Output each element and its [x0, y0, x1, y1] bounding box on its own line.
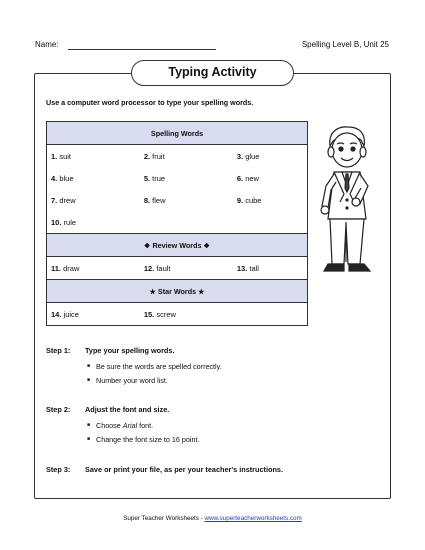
word-cell — [233, 189, 308, 211]
footer-text: Super Teacher Worksheets - — [123, 515, 205, 522]
word-text: blue — [57, 173, 74, 183]
word-number: 7. — [51, 195, 58, 205]
word-cell — [47, 145, 140, 168]
spelling-table — [46, 121, 308, 326]
step-bullet: ■ Be sure the words are spelled correctly. — [96, 362, 222, 371]
word-text: tall — [247, 263, 259, 273]
word-text: draw — [61, 263, 80, 273]
word-cell — [47, 257, 140, 280]
spelling-word-row — [47, 145, 308, 168]
word-cell — [140, 167, 233, 189]
word-cell — [140, 211, 233, 234]
word-number: 15. — [143, 309, 155, 319]
word-cell — [140, 145, 233, 168]
word-cell — [47, 167, 140, 189]
word-cell — [233, 145, 308, 168]
word-number: 14. — [51, 309, 62, 319]
review-word-row — [47, 257, 308, 280]
step-title: Adjust the font and size. — [85, 405, 170, 414]
step-label: Step 3: — [46, 465, 71, 474]
word-number: 13. — [236, 263, 248, 273]
boy-in-suit-illustration — [316, 124, 378, 274]
star-word-row — [47, 303, 308, 326]
word-text: new — [243, 173, 259, 183]
step-bullet: ■ Change the font size to 16 point. — [96, 435, 200, 444]
step-bullet: ■ Choose Arial font. — [96, 421, 153, 430]
step-label: Step 2: — [46, 405, 71, 414]
word-text: suit — [57, 151, 72, 161]
word-number: 9. — [236, 195, 244, 205]
step-bullet: ■ Number your word list. — [96, 376, 168, 385]
spelling-word-row — [47, 211, 308, 234]
word-cell — [47, 211, 140, 234]
word-number: 3. — [236, 151, 244, 161]
word-text: fruit — [150, 151, 165, 161]
spelling-word-row — [47, 167, 308, 189]
word-number: 12. — [143, 263, 155, 273]
word-cell — [47, 189, 140, 211]
step-3 — [46, 465, 283, 474]
instructions: Use a computer word processor to type your spelling words. — [46, 98, 254, 107]
word-text: flew — [150, 195, 166, 205]
spelling-word-row — [47, 189, 308, 211]
word-number: 6. — [236, 173, 244, 183]
word-cell — [47, 303, 140, 326]
star-words-header: ★ Star Words ★ — [47, 280, 308, 303]
name-line — [68, 49, 216, 50]
word-cell — [140, 189, 233, 211]
word-number: 10. — [51, 217, 62, 227]
word-cell — [233, 303, 308, 326]
step-title: Save or print your file, as per your teacher's instructions. — [85, 465, 283, 474]
step-1 — [46, 346, 174, 355]
spelling-words-header: Spelling Words — [47, 122, 308, 145]
word-text: screw — [154, 309, 176, 319]
step-title: Type your spelling words. — [85, 346, 175, 355]
word-cell — [233, 167, 308, 189]
word-text: true — [150, 173, 166, 183]
word-cell — [140, 257, 233, 280]
word-number: 2. — [143, 151, 151, 161]
word-text: rule — [61, 217, 77, 227]
word-number: 11. — [51, 263, 62, 273]
step-2 — [46, 405, 169, 414]
review-words-header: ❖ Review Words ❖ — [47, 234, 308, 257]
word-number: 4. — [51, 173, 58, 183]
word-number: 1. — [51, 151, 58, 161]
word-text: glue — [243, 151, 260, 161]
word-text: juice — [61, 309, 79, 319]
page-title: Typing Activity — [131, 60, 294, 86]
word-cell — [233, 211, 308, 234]
word-cell — [233, 257, 308, 280]
word-cell — [140, 303, 233, 326]
unit-label: Spelling Level B, Unit 25 — [301, 40, 389, 49]
word-number: 5. — [143, 173, 151, 183]
footer-link[interactable]: www.superteacherworksheets.com — [204, 515, 302, 522]
footer — [0, 515, 425, 522]
word-number: 8. — [143, 195, 151, 205]
step-label: Step 1: — [46, 346, 71, 355]
name-label: Name: — [35, 40, 59, 49]
word-text: drew — [57, 195, 76, 205]
word-text: cube — [243, 195, 262, 205]
word-text: fault — [154, 263, 171, 273]
